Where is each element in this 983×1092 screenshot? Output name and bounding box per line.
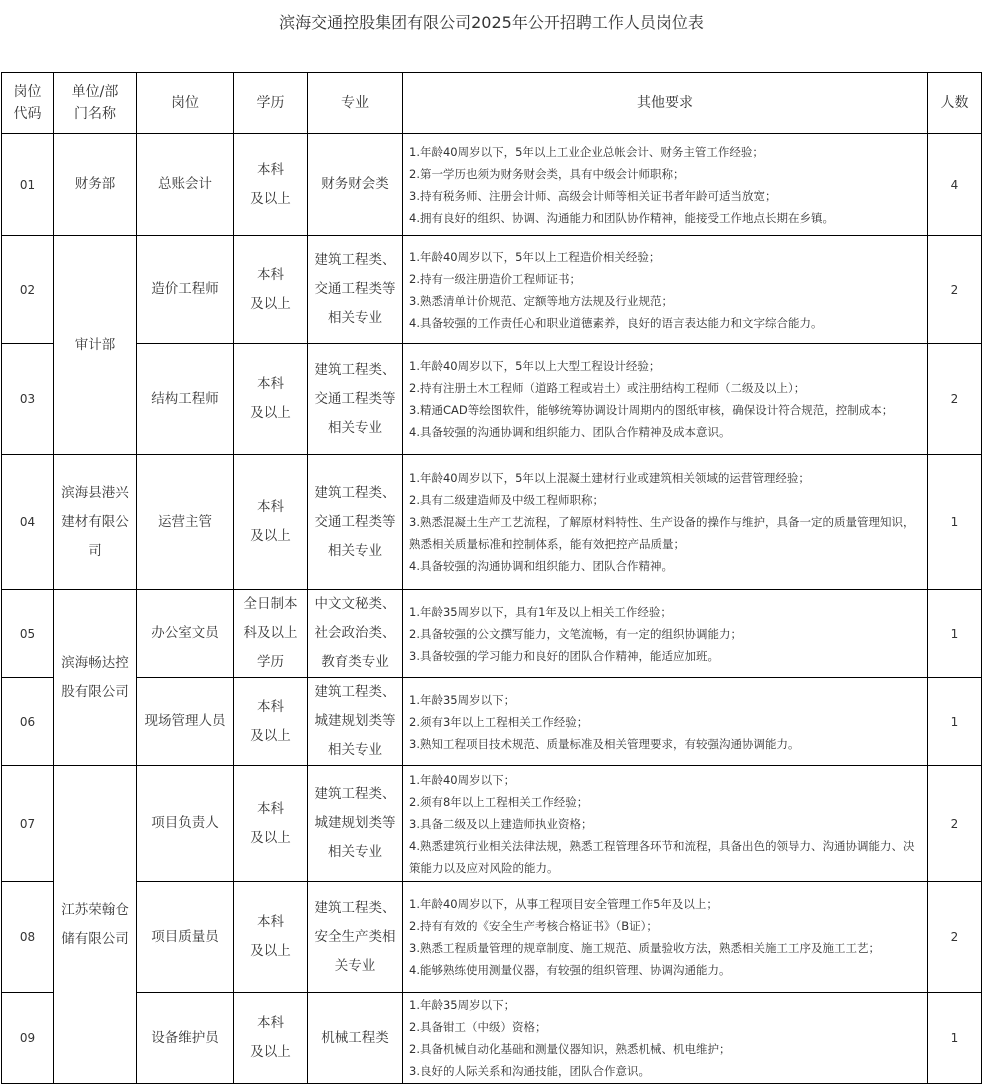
major-cell: 中文文秘类、 社会政治类、 教育类专业: [308, 590, 403, 678]
requirements-cell: 1.年龄40周岁以下，5年以上大型工程设计经验； 2.持有注册土木工程师（道路工程或岩土）或注册结构工程师（二级及以上）； 3.精通CAD等绘图软件，能够统筹协调设计周期内的图纸审核，确保设计符合规范，控制成本； 4.具备较强的沟通协调和组织能力、团队合作精神及成本意识。: [403, 344, 928, 455]
major-cell: 建筑工程类、 交通工程类等 相关专业: [308, 344, 403, 455]
table-row: [2, 993, 982, 1084]
count-cell: 2: [928, 766, 982, 882]
post-cell: 造价工程师: [137, 236, 234, 344]
edu-cell: 全日制本 科及以上 学历: [234, 590, 308, 678]
code-cell: 01: [2, 134, 54, 236]
requirements-cell: 1.年龄40周岁以下，从事工程项目安全管理工作5年及以上； 2.持有有效的《安全生产考核合格证书》（B证）； 3.熟悉工程质量管理的规章制度、施工规范、质量验收方法，熟悉相关施工工序及施工工艺； 4.能够熟练使用测量仪器，有较强的组织管理、协调沟通能力。: [403, 882, 928, 993]
requirements-cell: 1.年龄40周岁以下，5年以上混凝土建材行业或建筑相关领域的运营管理经验； 2.具有二级建造师及中级工程师职称； 3.熟悉混凝土生产工艺流程，了解原材料特性、生产设备的操作与维护，具备一定的质量管理知识，熟悉相关质量标准和控制体系，能有效把控产品质量； 4.具备较强的沟通协调和组织能力、团队合作精神。: [403, 455, 928, 590]
edu-cell: 本科 及以上: [234, 678, 308, 766]
count-cell: 1: [928, 455, 982, 590]
count-cell: 1: [928, 590, 982, 678]
unit-cell: 滨海县港兴 建材有限公 司: [54, 455, 137, 590]
unit-cell: 财务部: [54, 134, 137, 236]
edu-cell: 本科 及以上: [234, 882, 308, 993]
table-row: [2, 882, 982, 993]
code-cell: 09: [2, 993, 54, 1084]
unit-cell: 江苏荣翰仓 储有限公司: [54, 766, 137, 1084]
header-unit: 单位/部 门名称: [54, 73, 137, 134]
table-row: [2, 678, 982, 766]
code-cell: 05: [2, 590, 54, 678]
major-cell: 建筑工程类、 交通工程类等 相关专业: [308, 455, 403, 590]
major-cell: 机械工程类: [308, 993, 403, 1084]
code-cell: 06: [2, 678, 54, 766]
major-cell: 建筑工程类、 城建规划类等 相关专业: [308, 766, 403, 882]
table-row: [2, 236, 982, 344]
header-post: 岗位: [137, 73, 234, 134]
header-row: [2, 73, 982, 134]
major-cell: 建筑工程类、 城建规划类等 相关专业: [308, 678, 403, 766]
edu-cell: 本科 及以上: [234, 344, 308, 455]
post-cell: 项目负责人: [137, 766, 234, 882]
code-cell: 03: [2, 344, 54, 455]
code-cell: 04: [2, 455, 54, 590]
edu-cell: 本科 及以上: [234, 766, 308, 882]
job-table: [1, 72, 982, 1084]
count-cell: 4: [928, 134, 982, 236]
count-cell: 2: [928, 344, 982, 455]
edu-cell: 本科 及以上: [234, 993, 308, 1084]
header-other: 其他要求: [403, 73, 928, 134]
unit-cell: 审计部: [54, 236, 137, 455]
table-row: [2, 344, 982, 455]
page-title: 滨海交通控股集团有限公司2025年公开招聘工作人员岗位表: [279, 13, 704, 32]
post-cell: 运营主管: [137, 455, 234, 590]
edu-cell: 本科 及以上: [234, 455, 308, 590]
requirements-cell: 1.年龄40周岁以下； 2.须有8年以上工程相关工作经验； 3.具备二级及以上建造师执业资格； 4.熟悉建筑行业相关法律法规，熟悉工程管理各环节和流程，具备出色的领导力、沟通协调能力、决策能力以及应对风险的能力。: [403, 766, 928, 882]
post-cell: 办公室文员: [137, 590, 234, 678]
header-edu: 学历: [234, 73, 308, 134]
post-cell: 设备维护员: [137, 993, 234, 1084]
header-major: 专业: [308, 73, 403, 134]
post-cell: 现场管理人员: [137, 678, 234, 766]
count-cell: 2: [928, 236, 982, 344]
edu-cell: 本科 及以上: [234, 134, 308, 236]
major-cell: 财务财会类: [308, 134, 403, 236]
header-code: 岗位 代码: [2, 73, 54, 134]
table-row: [2, 590, 982, 678]
post-cell: 结构工程师: [137, 344, 234, 455]
requirements-cell: 1.年龄35周岁以下； 2.具备钳工（中级）资格； 2.具备机械自动化基础和测量仪器知识，熟悉机械、机电维护； 3.良好的人际关系和沟通技能，团队合作意识。: [403, 993, 928, 1084]
code-cell: 08: [2, 882, 54, 993]
table-row: [2, 455, 982, 590]
requirements-cell: 1.年龄35周岁以下，具有1年及以上相关工作经验； 2.具备较强的公文撰写能力，文笔流畅，有一定的组织协调能力； 3.具备较强的学习能力和良好的团队合作精神，能适应加班。: [403, 590, 928, 678]
major-cell: 建筑工程类、 交通工程类等 相关专业: [308, 236, 403, 344]
count-cell: 1: [928, 993, 982, 1084]
count-cell: 2: [928, 882, 982, 993]
header-count: 人数: [928, 73, 982, 134]
table-row: [2, 766, 982, 882]
unit-cell: 滨海畅达控 股有限公司: [54, 590, 137, 766]
requirements-cell: 1.年龄40周岁以下，5年以上工业企业总帐会计、财务主管工作经验； 2.第一学历也须为财务财会类，具有中级会计师职称； 3.持有税务师、注册会计师、高级会计师等相关证书者年龄可适当放宽； 4.拥有良好的组织、协调、沟通能力和团队协作精神，能接受工作地点长期在乡镇。: [403, 134, 928, 236]
major-cell: 建筑工程类、 安全生产类相 关专业: [308, 882, 403, 993]
post-cell: 总账会计: [137, 134, 234, 236]
requirements-cell: 1.年龄40周岁以下，5年以上工程造价相关经验； 2.持有一级注册造价工程师证书； 3.熟悉清单计价规范、定额等地方法规及行业规范； 4.具备较强的工作责任心和职业道德素养，良好的语言表达能力和文字综合能力。: [403, 236, 928, 344]
requirements-cell: 1.年龄35周岁以下； 2.须有3年以上工程相关工作经验； 3.熟知工程项目技术规范、质量标准及相关管理要求，有较强沟通协调能力。: [403, 678, 928, 766]
table-row: [2, 134, 982, 236]
code-cell: 02: [2, 236, 54, 344]
count-cell: 1: [928, 678, 982, 766]
post-cell: 项目质量员: [137, 882, 234, 993]
edu-cell: 本科 及以上: [234, 236, 308, 344]
code-cell: 07: [2, 766, 54, 882]
